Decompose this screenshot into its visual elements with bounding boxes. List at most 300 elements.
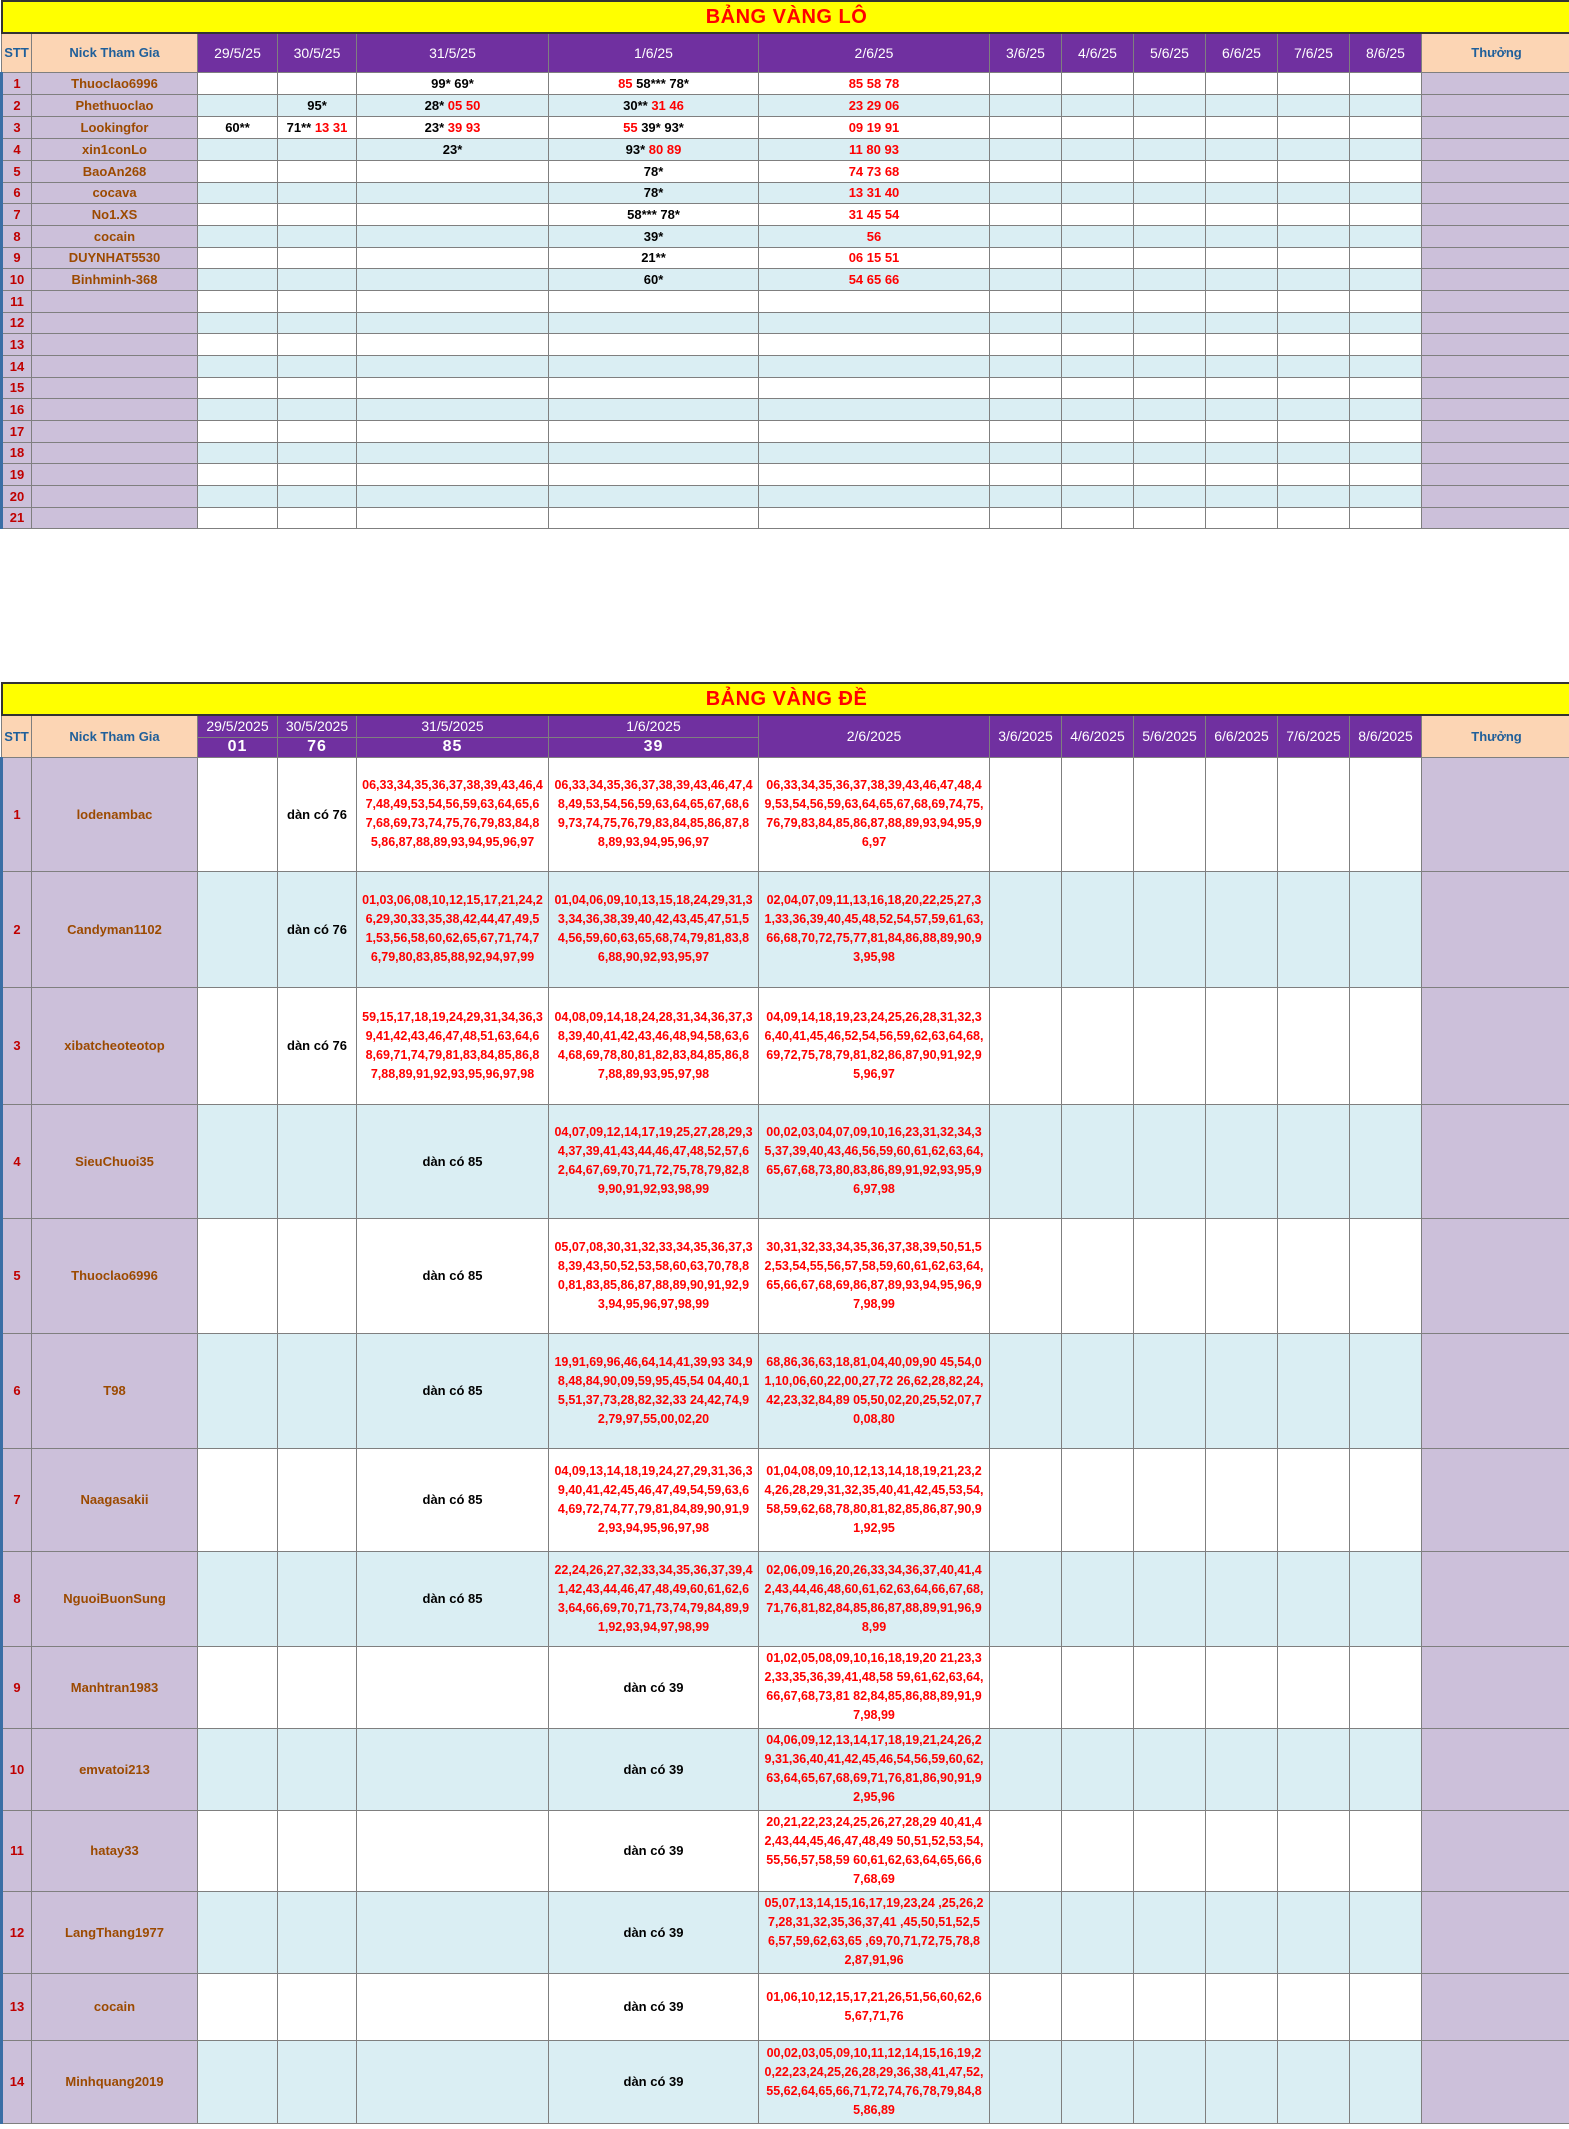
prize-cell bbox=[1422, 333, 1569, 355]
pick-cell bbox=[1206, 312, 1278, 333]
pick-cell bbox=[1350, 355, 1422, 377]
pick-cell bbox=[357, 1810, 549, 1891]
number-list: 20,21,22,23,24,25,26,27,28,29 40,41,42,43,44,45,46,47,48,49 50,51,52,53,54,55,56,57,58,59 60,61,62,63,64,65,66,67,68,69 bbox=[759, 1810, 990, 1891]
pick-cell bbox=[1206, 290, 1278, 312]
pick-cell bbox=[278, 398, 357, 420]
pick-cell bbox=[1062, 1104, 1134, 1218]
date-header: 6/6/25 bbox=[1206, 33, 1278, 72]
pick-cell bbox=[278, 225, 357, 247]
date-header: 30/5/25 bbox=[278, 33, 357, 72]
pick-cell bbox=[1206, 871, 1278, 987]
prize-cell bbox=[1422, 871, 1569, 987]
date-header: 2/6/25 bbox=[759, 33, 990, 72]
table-row bbox=[2, 871, 1569, 987]
pick-cell bbox=[549, 72, 759, 94]
pick-numbers: 60* bbox=[643, 271, 664, 287]
pick-cell bbox=[1134, 72, 1206, 94]
pick-numbers: 60** bbox=[225, 119, 250, 135]
nick-name bbox=[32, 377, 198, 398]
date-header: 4/6/25 bbox=[1062, 33, 1134, 72]
pick-numbers: 78* bbox=[643, 163, 664, 179]
pick-cell bbox=[1062, 1728, 1134, 1810]
pick-cell bbox=[1062, 312, 1134, 333]
pick-cell bbox=[1134, 1104, 1206, 1218]
pick-cell bbox=[357, 333, 549, 355]
pick-cell bbox=[1134, 1891, 1206, 1973]
pick-cell bbox=[1134, 290, 1206, 312]
table-row bbox=[2, 1218, 1569, 1333]
nick-name: hatay33 bbox=[32, 1810, 198, 1891]
pick-cell bbox=[1278, 268, 1350, 290]
pick-cell bbox=[1134, 116, 1206, 138]
pick-cell bbox=[278, 247, 357, 268]
pick-cell bbox=[990, 2040, 1062, 2123]
table-row bbox=[2, 1551, 1569, 1646]
dan-note: dàn có 85 bbox=[357, 1333, 549, 1448]
pick-cell bbox=[1278, 987, 1350, 1104]
row-number: 6 bbox=[2, 1333, 32, 1448]
pick-cell bbox=[1278, 116, 1350, 138]
pick-numbers: 85 bbox=[618, 75, 633, 91]
pick-cell bbox=[198, 1448, 278, 1551]
nick-name: xibatcheoteotop bbox=[32, 987, 198, 1104]
row-number: 4 bbox=[2, 1104, 32, 1218]
lo-title: BẢNG VÀNG LÔ bbox=[2, 1, 1569, 33]
pick-cell bbox=[549, 398, 759, 420]
pick-cell bbox=[198, 225, 278, 247]
row-number: 9 bbox=[2, 247, 32, 268]
pick-cell bbox=[1134, 182, 1206, 203]
pick-cell bbox=[1206, 138, 1278, 160]
pick-cell bbox=[357, 355, 549, 377]
pick-cell bbox=[198, 203, 278, 225]
pick-cell bbox=[1062, 72, 1134, 94]
prize-cell bbox=[1422, 1218, 1569, 1333]
date-header: 29/5/2025 bbox=[198, 715, 278, 737]
prize-cell bbox=[1422, 442, 1569, 463]
lo-table bbox=[0, 0, 1569, 529]
pick-cell bbox=[278, 485, 357, 507]
pick-cell bbox=[990, 72, 1062, 94]
nick-name: lodenambac bbox=[32, 757, 198, 871]
pick-numbers: 74 73 68 bbox=[848, 163, 900, 179]
pick-cell bbox=[1350, 1333, 1422, 1448]
pick-cell bbox=[549, 247, 759, 268]
table-row bbox=[2, 182, 1569, 203]
table-row bbox=[2, 247, 1569, 268]
pick-cell bbox=[278, 268, 357, 290]
pick-cell bbox=[1062, 398, 1134, 420]
prize-cell bbox=[1422, 485, 1569, 507]
pick-numbers: 39* bbox=[643, 228, 664, 244]
row-number: 5 bbox=[2, 160, 32, 182]
pick-cell bbox=[1278, 225, 1350, 247]
number-list: 00,02,03,04,07,09,10,16,23,31,32,34,35,37,39,40,43,46,56,59,60,61,62,63,64,65,67,68,73,80,83,86,89,91,92,93,95,96,97,98 bbox=[759, 1104, 990, 1218]
pick-cell bbox=[198, 420, 278, 442]
pick-cell bbox=[1062, 987, 1134, 1104]
pick-cell bbox=[1206, 485, 1278, 507]
pick-cell bbox=[1062, 1333, 1134, 1448]
de-title: BẢNG VÀNG ĐỀ bbox=[2, 683, 1569, 715]
row-number: 18 bbox=[2, 442, 32, 463]
pick-numbers: 31 45 54 bbox=[848, 206, 900, 222]
pick-cell bbox=[1062, 268, 1134, 290]
prize-cell bbox=[1422, 203, 1569, 225]
number-list: 02,04,07,09,11,13,16,18,20,22,25,27,31,33,36,39,40,45,48,52,54,57,59,61,63,66,68,70,72,75,77,81,84,86,88,89,90,93,95,98 bbox=[759, 871, 990, 987]
pick-cell bbox=[357, 420, 549, 442]
pick-cell bbox=[990, 1218, 1062, 1333]
pick-cell bbox=[278, 1448, 357, 1551]
pick-cell bbox=[357, 312, 549, 333]
pick-cell bbox=[759, 182, 990, 203]
date-header: 31/5/25 bbox=[357, 33, 549, 72]
pick-numbers: 39* 93* bbox=[637, 119, 684, 135]
nick-name: LangThang1977 bbox=[32, 1891, 198, 1973]
date-header: 3/6/25 bbox=[990, 33, 1062, 72]
pick-cell bbox=[1206, 94, 1278, 116]
pick-cell bbox=[990, 442, 1062, 463]
pick-cell bbox=[1134, 203, 1206, 225]
dan-note: dàn có 39 bbox=[549, 1973, 759, 2040]
pick-cell bbox=[990, 333, 1062, 355]
nick-name: Candyman1102 bbox=[32, 871, 198, 987]
pick-cell bbox=[1062, 463, 1134, 485]
pick-cell bbox=[1206, 1104, 1278, 1218]
date-header: 1/6/2025 bbox=[549, 715, 759, 737]
pick-cell bbox=[1206, 420, 1278, 442]
number-list: 04,09,13,14,18,19,24,27,29,31,36,39,40,41,42,45,46,47,49,54,59,63,64,69,72,74,77,79,81,84,89,90,91,92,93,94,95,96,97,98 bbox=[549, 1448, 759, 1551]
pick-cell bbox=[1350, 333, 1422, 355]
date-header: 1/6/25 bbox=[549, 33, 759, 72]
de-stt-header: STT bbox=[2, 715, 32, 757]
pick-cell bbox=[1350, 1218, 1422, 1333]
number-list: 22,24,26,27,32,33,34,35,36,37,39,41,42,43,44,46,47,48,49,60,61,62,63,64,66,69,70,71,73,74,79,84,89,91,92,93,94,97,98,99 bbox=[549, 1551, 759, 1646]
pick-numbers: 31 46 bbox=[647, 97, 684, 113]
pick-cell bbox=[549, 312, 759, 333]
pick-numbers: 06 15 51 bbox=[848, 250, 900, 265]
pick-cell bbox=[549, 182, 759, 203]
row-number: 8 bbox=[2, 1551, 32, 1646]
pick-cell bbox=[1350, 757, 1422, 871]
pick-cell bbox=[357, 268, 549, 290]
row-number: 2 bbox=[2, 871, 32, 987]
pick-cell bbox=[198, 871, 278, 987]
pick-numbers: 09 19 91 bbox=[848, 119, 900, 135]
pick-cell bbox=[1350, 182, 1422, 203]
pick-cell bbox=[1206, 442, 1278, 463]
pick-cell bbox=[549, 116, 759, 138]
pick-cell bbox=[1062, 333, 1134, 355]
pick-cell bbox=[198, 333, 278, 355]
prize-cell bbox=[1422, 1333, 1569, 1448]
pick-cell bbox=[1134, 1551, 1206, 1646]
pick-cell bbox=[1206, 1891, 1278, 1973]
pick-cell bbox=[1206, 1551, 1278, 1646]
pick-cell bbox=[1206, 377, 1278, 398]
number-list: 01,04,08,09,10,12,13,14,18,19,21,23,24,26,28,29,31,32,35,40,41,42,45,53,54,58,59,62,68,78,80,81,82,85,86,87,90,91,92,95 bbox=[759, 1448, 990, 1551]
pick-cell bbox=[1206, 1218, 1278, 1333]
pick-cell bbox=[1062, 1810, 1134, 1891]
pick-cell bbox=[990, 290, 1062, 312]
table-row bbox=[2, 377, 1569, 398]
pick-cell bbox=[990, 1551, 1062, 1646]
prize-cell bbox=[1422, 355, 1569, 377]
prize-cell bbox=[1422, 268, 1569, 290]
nick-name: Minhquang2019 bbox=[32, 2040, 198, 2123]
date-header: 2/6/2025 bbox=[759, 715, 990, 757]
pick-cell bbox=[1206, 268, 1278, 290]
pick-cell bbox=[549, 420, 759, 442]
pick-cell bbox=[1350, 2040, 1422, 2123]
pick-cell bbox=[357, 442, 549, 463]
pick-cell bbox=[198, 1810, 278, 1891]
row-number: 7 bbox=[2, 1448, 32, 1551]
pick-cell bbox=[1062, 1551, 1134, 1646]
stt-header: STT bbox=[2, 33, 32, 72]
pick-cell bbox=[549, 463, 759, 485]
pick-cell bbox=[1062, 442, 1134, 463]
pick-cell bbox=[1350, 312, 1422, 333]
pick-numbers: 21** bbox=[641, 250, 666, 265]
row-number: 3 bbox=[2, 987, 32, 1104]
pick-cell bbox=[1278, 355, 1350, 377]
prize-cell bbox=[1422, 72, 1569, 94]
pick-cell bbox=[1134, 138, 1206, 160]
pick-cell bbox=[990, 182, 1062, 203]
row-number: 16 bbox=[2, 398, 32, 420]
table-row bbox=[2, 1728, 1569, 1810]
pick-cell bbox=[1134, 247, 1206, 268]
pick-cell bbox=[1134, 463, 1206, 485]
pick-cell bbox=[1278, 1973, 1350, 2040]
pick-cell bbox=[1134, 1973, 1206, 2040]
pick-cell bbox=[1062, 420, 1134, 442]
prize-cell bbox=[1422, 160, 1569, 182]
pick-cell bbox=[1278, 757, 1350, 871]
pick-cell bbox=[357, 72, 549, 94]
dan-note: dàn có 39 bbox=[549, 2040, 759, 2123]
pick-cell bbox=[1062, 182, 1134, 203]
pick-cell bbox=[549, 377, 759, 398]
pick-cell bbox=[278, 333, 357, 355]
pick-cell bbox=[759, 225, 990, 247]
pick-numbers: 13 31 40 bbox=[848, 185, 900, 200]
pick-cell bbox=[357, 1973, 549, 2040]
pick-cell bbox=[549, 507, 759, 528]
table-row bbox=[2, 290, 1569, 312]
pick-cell bbox=[990, 420, 1062, 442]
pick-cell bbox=[990, 1646, 1062, 1728]
pick-cell bbox=[1134, 1448, 1206, 1551]
pick-cell bbox=[1278, 1448, 1350, 1551]
pick-cell bbox=[357, 116, 549, 138]
pick-cell bbox=[1350, 1973, 1422, 2040]
pick-cell bbox=[278, 312, 357, 333]
table-row bbox=[2, 2040, 1569, 2123]
pick-numbers: 23 29 06 bbox=[848, 97, 900, 113]
table-row bbox=[2, 94, 1569, 116]
prize-cell bbox=[1422, 377, 1569, 398]
table-row bbox=[2, 757, 1569, 871]
number-list: 04,08,09,14,18,24,28,31,34,36,37,38,39,40,41,42,43,46,48,94,58,63,64,68,69,78,80,81,82,83,84,85,86,87,88,89,93,95,97,98 bbox=[549, 987, 759, 1104]
pick-cell bbox=[1278, 398, 1350, 420]
table-row bbox=[2, 1891, 1569, 1973]
prize-cell bbox=[1422, 116, 1569, 138]
pick-cell bbox=[1350, 507, 1422, 528]
number-list: 05,07,08,30,31,32,33,34,35,36,37,38,39,43,50,52,53,58,60,63,70,78,80,81,83,85,86,87,88,89,90,91,92,93,94,95,96,97,98,99 bbox=[549, 1218, 759, 1333]
pick-cell bbox=[1206, 1728, 1278, 1810]
pick-cell bbox=[198, 398, 278, 420]
pick-numbers: 28* bbox=[424, 97, 445, 113]
nick-name: NguoiBuonSung bbox=[32, 1551, 198, 1646]
date-header: 29/5/25 bbox=[198, 33, 278, 72]
row-number: 14 bbox=[2, 355, 32, 377]
pick-cell bbox=[357, 182, 549, 203]
pick-cell bbox=[549, 290, 759, 312]
pick-cell bbox=[1350, 987, 1422, 1104]
pick-cell bbox=[990, 94, 1062, 116]
pick-cell bbox=[1062, 871, 1134, 987]
nick-name: Thuoclao6996 bbox=[32, 72, 198, 94]
row-number: 4 bbox=[2, 138, 32, 160]
pick-cell bbox=[549, 225, 759, 247]
prize-cell bbox=[1422, 182, 1569, 203]
nick-name: Manhtran1983 bbox=[32, 1646, 198, 1728]
pick-numbers: 13 31 bbox=[311, 119, 348, 135]
number-list: 06,33,34,35,36,37,38,39,43,46,47,48,49,53,54,56,59,63,64,65,67,68,69,73,74,75,76,79,83,84,85,86,87,88,89,93,94,95,96,97 bbox=[357, 757, 549, 871]
nick-name: DUYNHAT5530 bbox=[32, 247, 198, 268]
table-row bbox=[2, 160, 1569, 182]
nick-name: Thuoclao6996 bbox=[32, 1218, 198, 1333]
pick-cell bbox=[759, 398, 990, 420]
pick-cell bbox=[198, 94, 278, 116]
nick-name bbox=[32, 507, 198, 528]
number-list: 06,33,34,35,36,37,38,39,43,46,47,48,49,53,54,56,59,63,64,65,67,68,69,73,74,75,76,79,83,84,85,86,87,88,89,93,94,95,96,97 bbox=[549, 757, 759, 871]
pick-cell bbox=[357, 485, 549, 507]
row-number: 17 bbox=[2, 420, 32, 442]
pick-cell bbox=[1134, 987, 1206, 1104]
pick-cell bbox=[278, 1218, 357, 1333]
pick-cell bbox=[1350, 1104, 1422, 1218]
pick-cell bbox=[990, 1728, 1062, 1810]
nick-name: T98 bbox=[32, 1333, 198, 1448]
nick-name: BaoAn268 bbox=[32, 160, 198, 182]
pick-cell bbox=[1062, 116, 1134, 138]
table-row bbox=[2, 1104, 1569, 1218]
prize-cell bbox=[1422, 225, 1569, 247]
pick-cell bbox=[1278, 1551, 1350, 1646]
dan-note: dàn có 39 bbox=[549, 1810, 759, 1891]
pick-cell bbox=[198, 312, 278, 333]
dan-note: dàn có 85 bbox=[357, 1551, 549, 1646]
pick-cell bbox=[1350, 398, 1422, 420]
pick-cell bbox=[1350, 1646, 1422, 1728]
pick-cell bbox=[990, 1333, 1062, 1448]
date-header: 31/5/2025 bbox=[357, 715, 549, 737]
pick-cell bbox=[198, 987, 278, 1104]
pick-cell bbox=[990, 871, 1062, 987]
pick-cell bbox=[549, 203, 759, 225]
prize-cell bbox=[1422, 987, 1569, 1104]
row-number: 15 bbox=[2, 377, 32, 398]
pick-cell bbox=[1350, 485, 1422, 507]
table-row bbox=[2, 507, 1569, 528]
pick-cell bbox=[1350, 203, 1422, 225]
pick-numbers: 30** bbox=[623, 97, 648, 113]
pick-cell bbox=[549, 138, 759, 160]
row-number: 5 bbox=[2, 1218, 32, 1333]
table-row bbox=[2, 1646, 1569, 1728]
pick-cell bbox=[1062, 290, 1134, 312]
pick-cell bbox=[759, 116, 990, 138]
pick-cell bbox=[1350, 1728, 1422, 1810]
dan-note: dàn có 85 bbox=[357, 1104, 549, 1218]
pick-cell bbox=[1350, 138, 1422, 160]
pick-cell bbox=[1206, 463, 1278, 485]
pick-cell bbox=[278, 290, 357, 312]
pick-cell bbox=[357, 1728, 549, 1810]
pick-cell bbox=[198, 1646, 278, 1728]
row-number: 8 bbox=[2, 225, 32, 247]
row-number: 12 bbox=[2, 1891, 32, 1973]
nick-header: Nick Tham Gia bbox=[32, 33, 198, 72]
pick-cell bbox=[549, 268, 759, 290]
pick-cell bbox=[1206, 116, 1278, 138]
pick-numbers: 58*** 78* bbox=[627, 206, 680, 222]
pick-cell bbox=[990, 377, 1062, 398]
pick-cell bbox=[1134, 333, 1206, 355]
pick-numbers: 85 58 78 bbox=[848, 75, 900, 91]
row-number: 20 bbox=[2, 485, 32, 507]
pick-cell bbox=[759, 485, 990, 507]
table-row bbox=[2, 1973, 1569, 2040]
row-number: 12 bbox=[2, 312, 32, 333]
pick-cell bbox=[990, 398, 1062, 420]
nick-name: Naagasakii bbox=[32, 1448, 198, 1551]
pick-cell bbox=[1350, 247, 1422, 268]
row-number: 21 bbox=[2, 507, 32, 528]
result-number: 39 bbox=[549, 737, 759, 757]
prize-cell bbox=[1422, 1551, 1569, 1646]
date-header: 6/6/2025 bbox=[1206, 715, 1278, 757]
pick-cell bbox=[1134, 2040, 1206, 2123]
table-row bbox=[2, 1448, 1569, 1551]
nick-name: cocain bbox=[32, 225, 198, 247]
pick-numbers: 54 65 66 bbox=[848, 271, 900, 287]
row-number: 1 bbox=[2, 757, 32, 871]
pick-cell bbox=[990, 987, 1062, 1104]
pick-cell bbox=[1206, 1646, 1278, 1728]
pick-cell bbox=[759, 290, 990, 312]
pick-cell bbox=[1278, 1646, 1350, 1728]
dan-note: dàn có 39 bbox=[549, 1728, 759, 1810]
pick-numbers: 78* bbox=[643, 185, 664, 200]
pick-cell bbox=[990, 160, 1062, 182]
pick-cell bbox=[357, 2040, 549, 2123]
pick-cell bbox=[1278, 442, 1350, 463]
pick-cell bbox=[1134, 1810, 1206, 1891]
number-list: 01,03,06,08,10,12,15,17,21,24,26,29,30,33,35,38,42,44,47,49,51,53,56,58,60,62,65,67,71,74,76,79,80,83,85,88,92,94,97,99 bbox=[357, 871, 549, 987]
pick-cell bbox=[990, 757, 1062, 871]
prize-cell bbox=[1422, 2040, 1569, 2123]
table-row bbox=[2, 116, 1569, 138]
pick-cell bbox=[1062, 225, 1134, 247]
pick-cell bbox=[1278, 1333, 1350, 1448]
pick-cell bbox=[1206, 987, 1278, 1104]
pick-cell bbox=[198, 116, 278, 138]
pick-cell bbox=[1206, 182, 1278, 203]
pick-cell bbox=[198, 377, 278, 398]
